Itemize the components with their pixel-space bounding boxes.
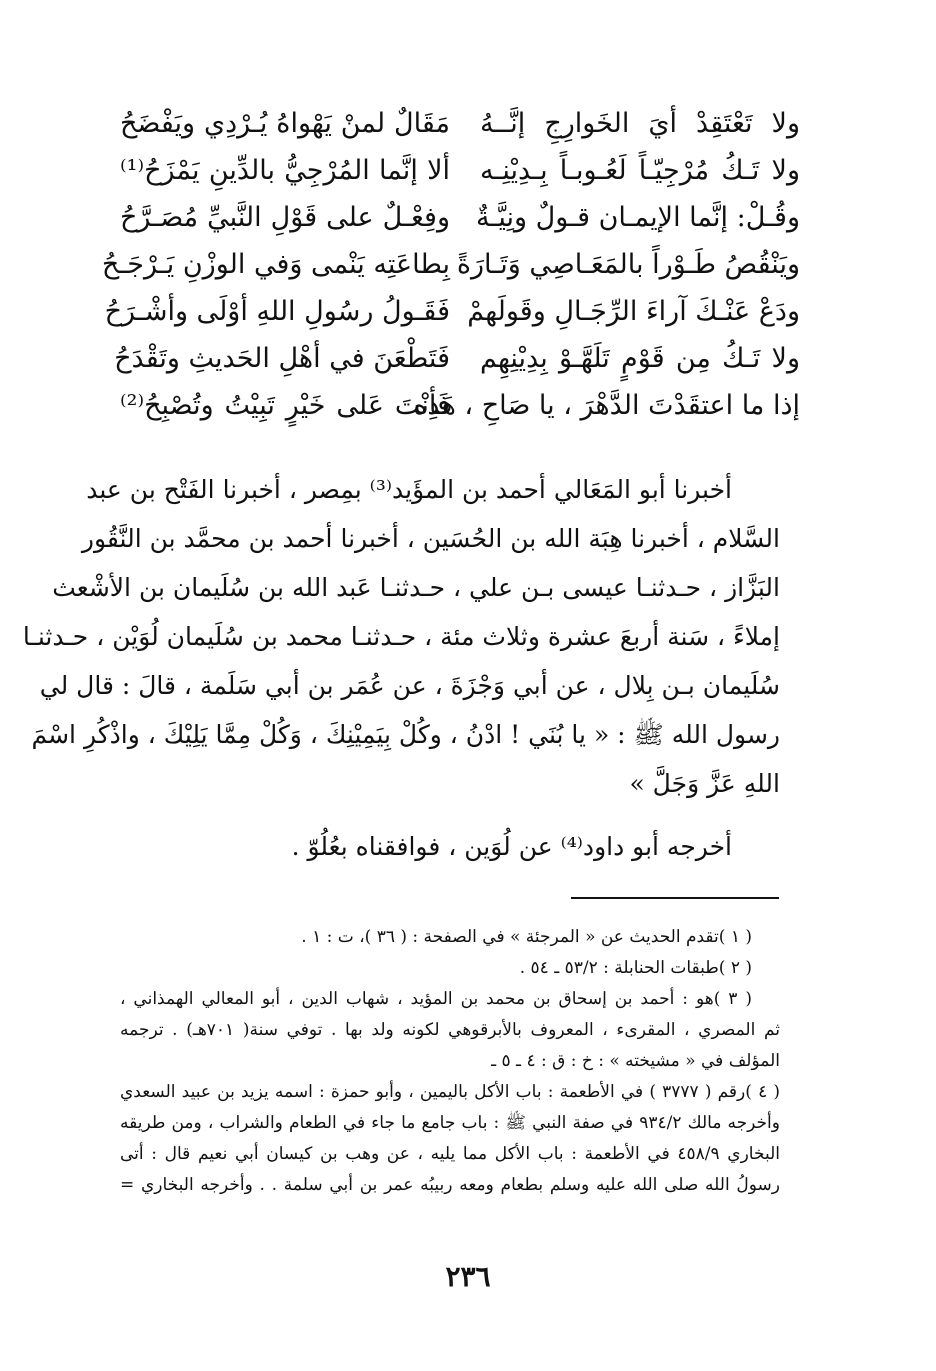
verse-second-hemistich: وفِعْـلٌ على قَوْلِ النَّبيِّ مُصَـرَّحُ xyxy=(120,202,450,233)
verse-first-hemistich: ودَعْ عَنْـكَ آراءَ الرِّجَـالِ وقَولَهمْ xyxy=(467,296,800,327)
verse xyxy=(101,241,800,288)
poem xyxy=(101,100,800,429)
hadith-line: اللهِ عَزَّ وَجَلَّ » xyxy=(629,769,780,798)
verse-first-hemistich: ولا تَـكُ مِن قَوْمٍ تَلَهَّـوْ بِدِيْنِهِم xyxy=(480,343,800,374)
footnote-line: ( ٢ )طبقات الحنابلة : ٥٣/٢ ـ ٥٤ . xyxy=(519,958,752,978)
page-number: ٢٣٦ xyxy=(445,1260,491,1293)
verse xyxy=(120,147,800,194)
hadith-line: أخبرنا أبو المَعَالي أحمد بن المؤَيد⁽³⁾ بمِصر ، أخبرنا الفَتْح بن عبد xyxy=(86,475,732,504)
footnote xyxy=(120,1077,780,1201)
footnote-line: ( ١ )تقدم الحديث عن « المرجئة » في الصفحة : ( ٣٦ )، ت : ١ . xyxy=(301,927,752,947)
footnote-line: ( ٤ )رقم ( ٣٧٧٧ ) في الأطعمة : باب الأكل باليمين ، وأبو حمزة : اسمه يزيد بن عبيد السعدي xyxy=(120,1082,780,1102)
verse-second-hemistich: ألا إنَّما المُرْجِيُّ بالدِّينِ يَمْزَحُ⁽¹⁾ xyxy=(120,155,450,186)
verse-second-hemistich: فَتَطْعَنَ في أهْلِ الحَديثِ وتَقْدَحُ xyxy=(114,343,450,374)
verse xyxy=(114,335,800,382)
hadith-text xyxy=(22,465,780,808)
footnote-line: ( ٣ )هو : أحمد بن إسحاق بن محمد بن المؤيد ، شهاب الدين ، أبو المعالي الهمذاني ، xyxy=(120,989,752,1009)
hadith-line: السَّلام ، أخبرنا هِبَة الله بن الحُسَين ، أخبرنا أحمد بن محمَّد بن النَّقُور xyxy=(81,524,780,553)
verse-first-hemistich: ولا تَـكُ مُرْجِيّـاً لَعُـوبـاً بِـدِيْنِـه xyxy=(480,155,800,186)
hadith-line: البَزَّاز ، حـدثنـا عيسى بـن علي ، حـدثنـا عَبد الله بن سُلَيمان بن الأشْعث xyxy=(52,573,780,602)
footnote-line: رسولُ الله صلى الله عليه وسلم بطعام ومعه ربيبُه عمر بن أبي سلمة . . وأخرجه البخاري = xyxy=(120,1175,780,1195)
footnote-line: ثم المصري ، المقرىء ، المعروف بالأبرقوهي لكونه ولد بها . توفي سنة( ٧٠١هـ) . ترجمه xyxy=(120,1020,780,1040)
footnote xyxy=(120,953,780,984)
verse xyxy=(120,100,800,147)
verse-second-hemistich: فَأنْتَ عَلى خَيْرٍ تَبِيْتُ وتُصْبِحُ⁽²⁾ xyxy=(120,390,450,421)
footnote-line: المؤلف في « مشيخته » : خ : ق : ٤ ـ ٥ ـ xyxy=(491,1051,780,1071)
hadith-line: سُلَيمان بـن بِلال ، عن أبي وَجْزَةَ ، عن عُمَر بن أبي سَلَمة ، قالَ : قال لي xyxy=(39,671,780,700)
footnote xyxy=(120,984,780,1077)
footnote-line: البخاري ٤٥٨/٩ في الأطعمة : باب الأكل مما يليه ، عن وهب بن كيسان أبي نعيم قال : أتى xyxy=(120,1144,780,1164)
verse xyxy=(120,382,800,429)
hadith-line: رسول الله ﷺ : « يا بُنَي ! ادْنُ ، وكُلْ بِيَمِيْنِكَ ، وَكُلْ مِمَّا يَلِيْكَ ، واذْكُرِ اسْمَ xyxy=(31,720,780,749)
verse-first-hemistich: وقُـلْ: إنَّما الإيمـان قـولٌ ونِيَّـةٌ xyxy=(475,202,800,233)
verse-first-hemistich: ويَنْقُصُ طَـوْراً بالمَعَـاصِي وَتَـارَةً xyxy=(456,249,800,280)
verse-first-hemistich: إذا ما اعتقَدْتَ الدَّهْرَ ، يا صَاحِ ، هَذِه xyxy=(413,390,800,421)
hadith-line: إملاءً ، سَنة أربعَ عشرة وثلاث مئة ، حـدثنـا محمد بن سُلَيمان لُوَيْن ، حـدثنـا xyxy=(22,622,780,651)
verse-second-hemistich: بِطاعَتِه يَنْمى وَفي الوزْنِ يَـرْجَـحُ xyxy=(101,249,450,280)
footnotes xyxy=(120,922,780,1201)
verse-second-hemistich: فَقَـولُ رسُولِ اللهِ أوْلَى وأشْـرَحُ xyxy=(104,296,450,327)
verse xyxy=(120,194,800,241)
hadith-paragraph xyxy=(22,465,780,808)
verse-first-hemistich: ولا تَعْتَقِدْ أيَ الخَوارِجِ إنَّــهُ xyxy=(480,108,800,139)
footnote-line: وأخرجه مالك ٩٣٤/٢ في صفة النبي ﷺ : باب جامع ما جاء في الطعام والشراب ، ومن طريقه xyxy=(120,1113,780,1133)
takhrij-line: أخرجه أبو داود⁽⁴⁾ عن لُوَين ، فوافقناه بعُلُوّ . xyxy=(291,832,732,861)
verse xyxy=(104,288,800,335)
footnote xyxy=(120,922,780,953)
verse-second-hemistich: مَقَالٌ لمنْ يَهْواهُ يُـرْدِي ويَفْضَحُ xyxy=(120,108,450,139)
footnote-separator xyxy=(571,897,779,899)
